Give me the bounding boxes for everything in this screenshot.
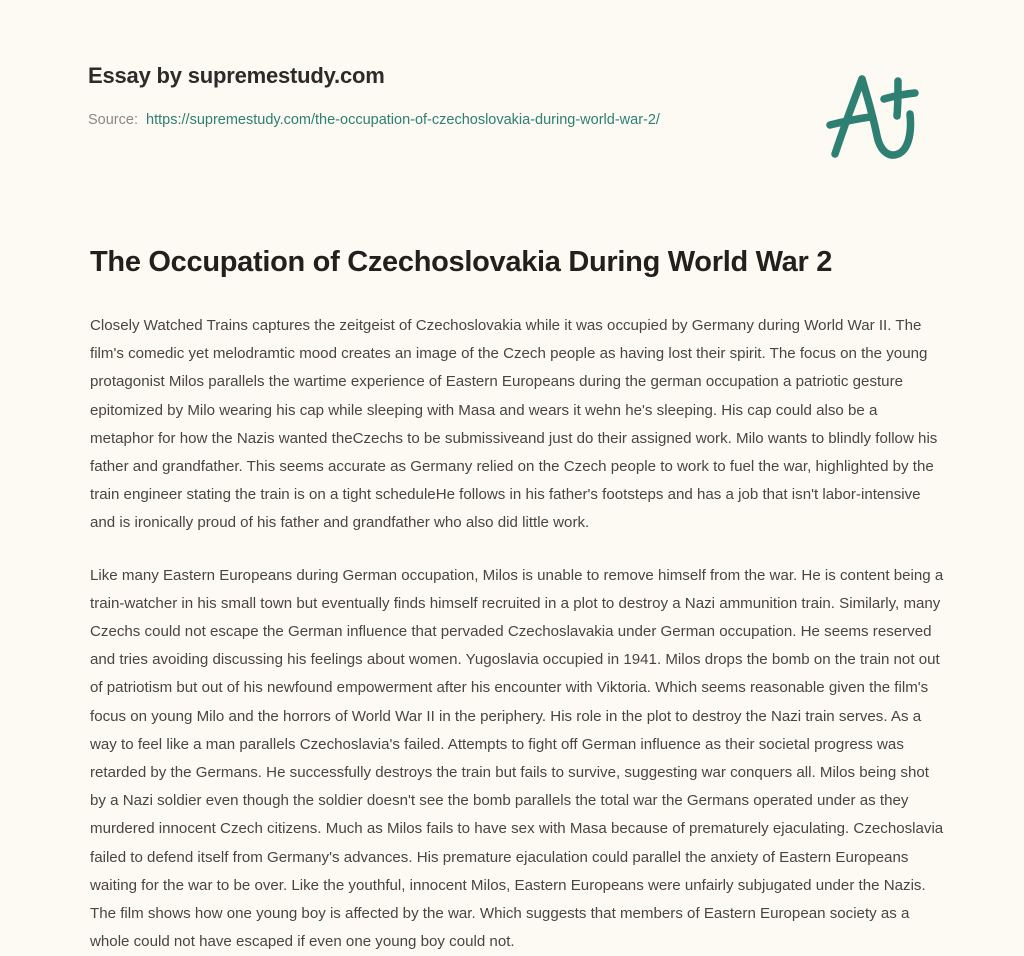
source-line: [88, 90, 760, 132]
source-url-link[interactable]: https://supremestudy.com/the-occupation-of-czechoslovakia-during-world-war-2/: [146, 112, 660, 128]
page-header: [88, 62, 788, 132]
essay-attribution: Essay by supremestudy.com: [88, 63, 385, 88]
a-plus-logo-icon: [818, 66, 930, 170]
paragraph: Like many Eastern Europeans during German occupation, Milos is unable to remove himself from the war. He is content being a train-watcher in his small town but eventually finds himself recruited in a plot to destroy a Nazi ammunition train. Similarly, many Czechs could not escape the German influence that pervaded Czechoslavakia under German occupation. He seems reserved and tries avoiding discussing his feelings about women. Yugoslavia occupied in 1941. Milos drops the bomb on the train not out of patriotism but out of his newfound empowerment after his encounter with Viktoria. Which seems reasonable given the film's focus on young Milo and the horrors of World War II in the periphery. His role in the plot to destroy the Nazi train serves. As a way to feel like a man parallels Czechoslavia's failed. Attempts to fight off German influence as their societal progress was retarded by the Germans. He successfully destroys the train but fails to survive, suggesting war conquers all. Milos being shot by a Nazi soldier even though the soldier doesn't see the bomb parallels the total war the Germans operated under as they murdered innocent Czech citizens. Much as Milos fails to have sex with Masa because of prematurely ejaculating. Czechoslavia failed to defend itself from Germany's advances. His premature ejaculation could parallel the anxiety of Eastern Europeans waiting for the war to be over. Like the youthful, innocent Milos, Eastern Europeans were unfairly subjugated under the Nazis. The film shows how one young boy is affected by the war. Which suggests that members of Eastern European society as a whole could not have escaped if even one young boy could not.: [90, 566, 944, 951]
page-title: The Occupation of Czechoslovakia During World War 2: [90, 246, 833, 278]
source-label: Source:: [88, 112, 138, 128]
a-plus-logo: [818, 66, 930, 170]
paragraph: Closely Watched Trains captures the zeitgeist of Czechoslovakia while it was occupied by Germany during World War II. The film's comedic yet melodramtic mood creates an image of the Czech people as having lost their spirit. The focus on the young protagonist Milos parallels the wartime experience of Eastern Europeans during the german occupation a patriotic gesture epitomized by Milo wearing his cap while sleeping with Masa and wears it wehn he's sleeping. His cap could also be a metaphor for how the Nazis wanted theCzechs to be submissiveand just do their assigned work. Milo wants to blindly follow his father and grandfather. This seems accurate as Germany relied on the Czech people to work to fuel the war, highlighted by the train engineer stating the train is on a tight scheduleHe follows in his father's footsteps and has a job that isn't labor-intensive and is ironically proud of his father and grandfather who also did little work.: [90, 317, 938, 532]
article-body: [90, 312, 945, 956]
